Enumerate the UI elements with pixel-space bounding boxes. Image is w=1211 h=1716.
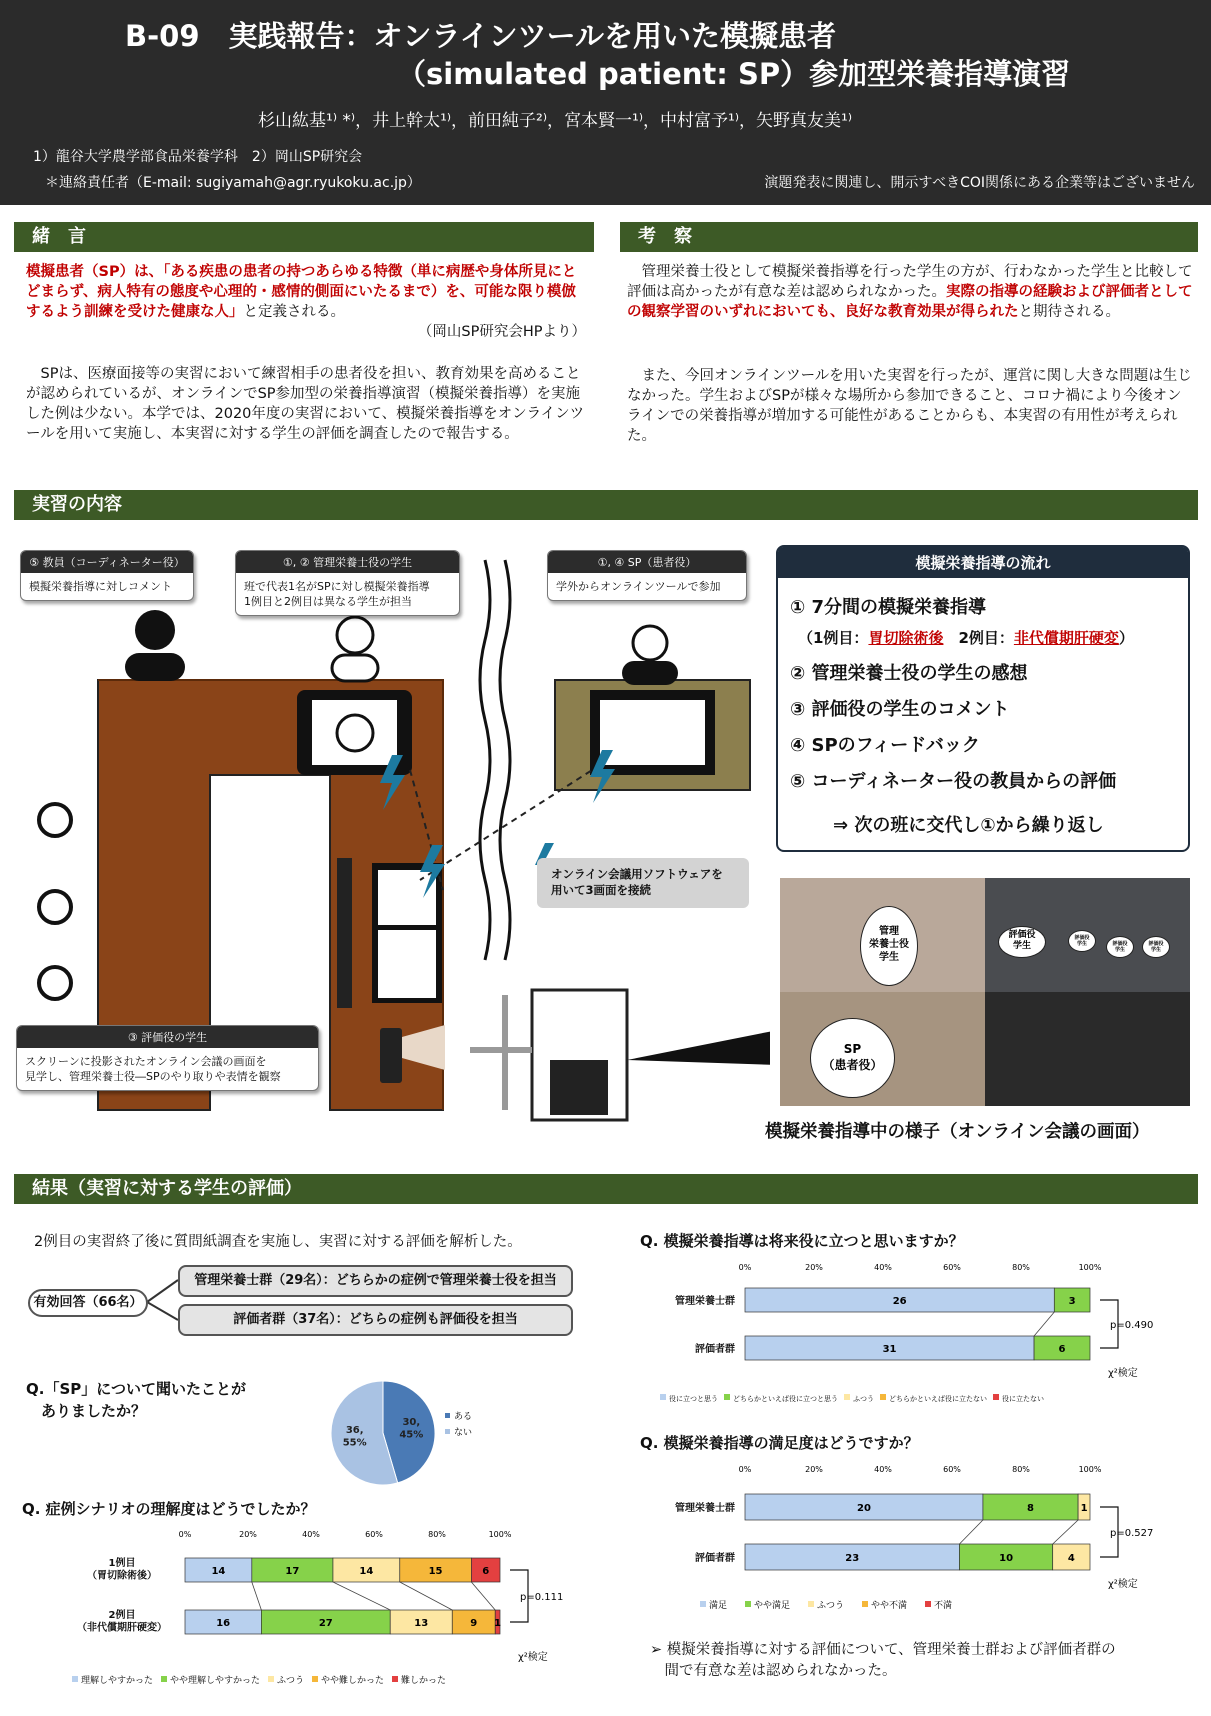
flow-case-1: 胃切除術後 xyxy=(868,629,944,647)
test-label: χ²検定 xyxy=(518,1652,548,1663)
bar-value-label: 31 xyxy=(882,1344,897,1355)
pie-legend-label-1: ない xyxy=(454,1428,473,1438)
bar-value-label: 6 xyxy=(1058,1344,1066,1355)
p-value-label: p=0.111 xyxy=(520,1592,564,1603)
category-label: 管理栄養士群 xyxy=(675,1296,735,1307)
discussion-p1-b: と期待される。 xyxy=(1018,304,1120,320)
x-tick-label: 100% xyxy=(1078,1263,1102,1272)
pie-legend-label-0: ある xyxy=(454,1412,473,1422)
laptop-icon xyxy=(337,858,352,1008)
definition-tail: と定義される。 xyxy=(243,304,345,320)
legend-swatch xyxy=(312,1676,318,1682)
legend-label: 役に立たない xyxy=(1002,1395,1044,1403)
series-connector xyxy=(400,1582,453,1610)
pie-data-label-1: 36, 55% xyxy=(342,1425,367,1449)
flow-heading: 模擬栄養指導の流れ xyxy=(778,547,1188,578)
title-line-1: B-09 実践報告：オンラインツールを用いた模擬患者 xyxy=(125,19,837,53)
callout-online: オンライン会議用ソフトウェアを 用いて3画面を接続 xyxy=(537,858,749,908)
contact: ＊連絡責任者（E-mail: sugiyamah@agr.ryukoku.ac.jp） xyxy=(45,175,421,191)
p-value-label: p=0.527 xyxy=(1110,1528,1154,1539)
legend-swatch xyxy=(700,1601,706,1607)
bar-value-label: 14 xyxy=(211,1566,226,1577)
discussion-heading: 考 察 xyxy=(620,222,1198,252)
flow-step-1: ① 7分間の模擬栄養指導 xyxy=(790,597,987,618)
series-connector xyxy=(471,1582,495,1610)
intro-body: SPは、医療面接等の実習において練習相手の患者役を担い、教育効果を高めることが認められているが、オンラインでSP参加型の栄養指導演習（模擬栄養指導）を実施した例は少ない。本学では、2020年度の実習において、模擬栄養指導をオンラインツールを用いて実施し、本実習に対する学生の評価を調査したので報告する。 xyxy=(26,366,585,442)
bar-value-label: 1 xyxy=(1080,1503,1088,1514)
legend-label: やや理解しやすかった xyxy=(170,1676,261,1686)
legend-label: ふつう xyxy=(853,1395,874,1403)
flow-case-2: 非代償期肝硬変 xyxy=(1013,629,1119,647)
category-label: 評価者群 xyxy=(695,1553,735,1564)
bar-value-label: 14 xyxy=(359,1566,374,1577)
legend-swatch xyxy=(392,1676,398,1682)
sp-figure xyxy=(622,626,678,685)
legend-label: 満足 xyxy=(709,1601,728,1611)
intro-heading: 緒 言 xyxy=(14,222,594,252)
affiliations: 1）龍谷大学農学部食品栄養学科 2）岡山SP研究会 xyxy=(33,149,363,165)
flow-step-3: ③ 評価役の学生のコメント xyxy=(790,699,1010,720)
bar-value-label: 8 xyxy=(1027,1503,1035,1514)
bar-value-label: 3 xyxy=(1068,1296,1076,1307)
flow-sub-c: ） xyxy=(1118,629,1134,647)
bar-value-label: 6 xyxy=(482,1566,490,1577)
pie-legend-swatch-1 xyxy=(445,1429,450,1434)
label-evaluator: 評価役 学生 xyxy=(998,926,1046,958)
series-connector xyxy=(333,1582,390,1610)
legend-label: 理解しやすかった xyxy=(81,1676,154,1686)
legend-swatch xyxy=(724,1394,730,1400)
x-tick-label: 20% xyxy=(239,1530,257,1539)
x-tick-label: 60% xyxy=(943,1465,961,1474)
legend-swatch xyxy=(862,1601,868,1607)
definition-red: 模擬患者（SP）は、「ある疾患の患者の持つあらゆる特徴（単に病歴や身体所見にとどまらず、病人特有の態度や心理的・感情的側面にいたるまで）を、可能な限り模倣するよう訓練を受けた健康な人」 xyxy=(26,264,577,320)
bar-value-label: 23 xyxy=(845,1553,860,1564)
discussion-p2: また、今回オンラインツールを用いた実習を行ったが、運営に関し大きな問題は生じなかった。学生およびSPが様々な場所から参加できること、コロナ禍により今後オンラインでの栄養指導が増加する可能性があることからも、本実習の有用性が考えられた。 xyxy=(627,368,1192,444)
callout-evaluator xyxy=(16,1025,319,1091)
definition-source: （岡山SP研究会HPより） xyxy=(417,324,586,340)
x-tick-label: 100% xyxy=(1078,1465,1102,1474)
bar-value-label: 13 xyxy=(414,1618,429,1629)
legend-swatch xyxy=(72,1676,78,1682)
x-tick-label: 40% xyxy=(874,1465,892,1474)
discussion-p1-a: 管理栄養士役として模擬栄養指導を行った学生の方が、行わなかった学生と比較して評価は高かったが有意な差は認められなかった。 xyxy=(627,264,1193,300)
legend-label: ふつう xyxy=(277,1676,305,1686)
x-tick-label: 80% xyxy=(1012,1465,1030,1474)
category-label: 1例目（胃切除術後） xyxy=(87,1558,157,1582)
photo-caption: 模擬栄養指導中の様子（オンライン会議の画面） xyxy=(765,1122,1150,1142)
screen-stand xyxy=(470,995,532,1110)
pie-data-label-0: 30, 45% xyxy=(399,1416,424,1441)
x-tick-label: 0% xyxy=(178,1530,192,1539)
legend-label: ふつう xyxy=(817,1601,845,1611)
practice-heading: 実習の内容 xyxy=(14,490,1198,520)
legend-swatch xyxy=(808,1601,814,1607)
callout-sp-body: 学外からオンラインツールで参加 xyxy=(556,580,721,593)
coi-statement: 演題発表に関連し、開示すべきCOI関係にある企業等はございません xyxy=(764,175,1195,191)
flow-step-5: ⑤ コーディネーター役の教員からの評価 xyxy=(790,771,1117,792)
callout-sp-head: ①, ④ SP（患者役） xyxy=(548,551,746,573)
flow-next: ⇒ 次の班に交代し①から繰り返し xyxy=(833,815,1104,836)
evaluator-figures xyxy=(39,804,71,999)
flow-sub-b: 2例目： xyxy=(943,629,1014,647)
legend-label: やや難しかった xyxy=(321,1676,385,1686)
legend-swatch xyxy=(880,1394,886,1400)
x-tick-label: 80% xyxy=(1012,1263,1030,1272)
series-connector xyxy=(1034,1312,1054,1336)
legend-swatch xyxy=(844,1394,850,1400)
bar-value-label: 10 xyxy=(999,1553,1014,1564)
label-small-2: 評価役 学生 xyxy=(1106,936,1134,958)
results-conclusion: ➢ 模擬栄養指導に対する評価について、管理栄養士群および評価者群の 間で有意な差は認められなかった。 xyxy=(650,1642,1116,1679)
label-small-1: 評価役 学生 xyxy=(1068,930,1096,952)
legend-swatch xyxy=(660,1394,666,1400)
authors: 杉山紘基¹⁾ *⁾，井上幹太¹⁾，前田純子²⁾，宮本賢一¹⁾，中村富予¹⁾，矢野真友美¹⁾ xyxy=(258,111,853,131)
discussion-p1 xyxy=(627,262,1195,322)
pie-chart xyxy=(330,1378,530,1508)
x-tick-label: 60% xyxy=(943,1263,961,1272)
q-sp: Q.「SP」について聞いたことが ありましたか？ xyxy=(26,1380,246,1420)
label-small-3: 評価役 学生 xyxy=(1142,936,1170,958)
q-scenario: Q. 症例シナリオの理解度はどうでしたか？ xyxy=(22,1500,316,1518)
legend-swatch xyxy=(993,1394,999,1400)
category-label: 2例目（非代償期肝硬変） xyxy=(77,1610,167,1634)
legend-swatch xyxy=(161,1676,167,1682)
x-tick-label: 100% xyxy=(488,1530,512,1539)
category-label: 管理栄養士群 xyxy=(675,1503,735,1514)
callout-student-body: 班で代表1名がSPに対し模擬栄養指導 1例目と2例目は異なる学生が担当 xyxy=(244,580,430,608)
student-figure xyxy=(332,617,378,681)
x-tick-label: 20% xyxy=(805,1465,823,1474)
flow-step-1-sub xyxy=(798,627,1134,648)
results-intro: 2例目の実習終了後に質問紙調査を実施し、実習に対する評価を解析した。 xyxy=(34,1234,522,1250)
results-heading: 結果（実習に対する学生の評価） xyxy=(14,1174,1198,1204)
teacher-figure xyxy=(125,610,185,681)
legend-label: どちらかといえば役に立つと思う xyxy=(733,1395,838,1403)
callout-teacher xyxy=(20,550,194,601)
test-label: χ²検定 xyxy=(1108,1368,1138,1379)
legend-swatch xyxy=(268,1676,274,1682)
x-tick-label: 0% xyxy=(738,1465,752,1474)
group-b: 評価者群（37名）：どちらの症例も評価役を担当 xyxy=(178,1304,573,1336)
meeting-photo xyxy=(780,878,1190,1106)
bar-value-label: 20 xyxy=(857,1503,871,1514)
legend-label: やや不満 xyxy=(871,1601,908,1611)
test-label: χ²検定 xyxy=(1108,1579,1138,1590)
chart-satisfaction xyxy=(650,1458,1195,1618)
series-connector xyxy=(1053,1520,1078,1544)
pie-legend-swatch-0 xyxy=(445,1413,450,1418)
callout-sp xyxy=(547,550,747,601)
bar-value-label: 27 xyxy=(318,1618,333,1629)
legend-label: どちらかといえば役に立たない xyxy=(889,1395,987,1403)
intro-definition xyxy=(26,262,586,342)
category-label: 評価者群 xyxy=(695,1344,735,1355)
flow-step-2: ② 管理栄養士役の学生の感想 xyxy=(790,663,1028,684)
x-tick-label: 60% xyxy=(365,1530,383,1539)
bar-value-label: 9 xyxy=(470,1618,478,1629)
x-tick-label: 40% xyxy=(302,1530,320,1539)
callout-teacher-body: 模擬栄養指導に対しコメント xyxy=(29,580,172,593)
bar-value-label: 17 xyxy=(285,1566,300,1577)
label-sp: SP （患者役） xyxy=(810,1018,895,1098)
q-future: Q. 模擬栄養指導は将来役に立つと思いますか？ xyxy=(640,1232,964,1250)
p-value-label: p=0.490 xyxy=(1110,1320,1154,1331)
legend-label: 不満 xyxy=(934,1601,953,1611)
projector-icon xyxy=(380,1028,402,1083)
divider-waves xyxy=(480,560,490,960)
legend-swatch xyxy=(745,1601,751,1607)
x-tick-label: 0% xyxy=(738,1263,752,1272)
callout-evaluator-head: ③ 評価役の学生 xyxy=(17,1026,318,1048)
legend-label: やや満足 xyxy=(754,1601,791,1611)
chart-scenario xyxy=(60,1523,580,1688)
legend-swatch xyxy=(925,1601,931,1607)
legend-label: 役に立つと思う xyxy=(669,1395,718,1403)
discussion-p1-red: 実際の指導の経験および評価者としての観察学習のいずれにおいても、良好な教育効果が得られた xyxy=(627,284,1193,320)
flow-sub-a: （1例目： xyxy=(798,629,869,647)
group-a: 管理栄養士群（29名）：どちらかの症例で管理栄養士役を担当 xyxy=(178,1265,573,1297)
x-tick-label: 80% xyxy=(428,1530,446,1539)
x-tick-label: 40% xyxy=(874,1263,892,1272)
poster-header xyxy=(0,0,1211,205)
series-connector xyxy=(959,1520,982,1544)
callout-evaluator-body: スクリーンに投影されたオンライン会議の画面を 見学し、管理栄養士役―SPのやり取りや表情を観察 xyxy=(25,1055,281,1083)
bar-value-label: 16 xyxy=(216,1618,231,1629)
x-tick-label: 20% xyxy=(805,1263,823,1272)
chart-future xyxy=(650,1256,1195,1416)
legend-label: 難しかった xyxy=(401,1676,447,1686)
series-connector xyxy=(252,1582,262,1610)
title-line-2: （simulated patient: SP）参加型栄養指導演習 xyxy=(397,57,1071,91)
flow-step-4: ④ SPのフィードバック xyxy=(790,735,980,756)
callout-teacher-head: ⑤ 教員（コーディネーター役） xyxy=(21,551,193,573)
bar-value-label: 1 xyxy=(494,1618,502,1629)
flow-box xyxy=(776,545,1190,852)
callout-student-head: ①, ② 管理栄養士役の学生 xyxy=(236,551,459,573)
bar-value-label: 26 xyxy=(892,1296,907,1307)
label-student: 管理 栄養士役 学生 xyxy=(860,906,918,986)
bar-value-label: 4 xyxy=(1067,1553,1075,1564)
bar-value-label: 15 xyxy=(428,1566,443,1577)
q-satisfaction: Q. 模擬栄養指導の満足度はどうですか？ xyxy=(640,1434,919,1452)
callout-student xyxy=(235,550,460,616)
valid-responses: 有効回答（66名） xyxy=(28,1289,148,1317)
